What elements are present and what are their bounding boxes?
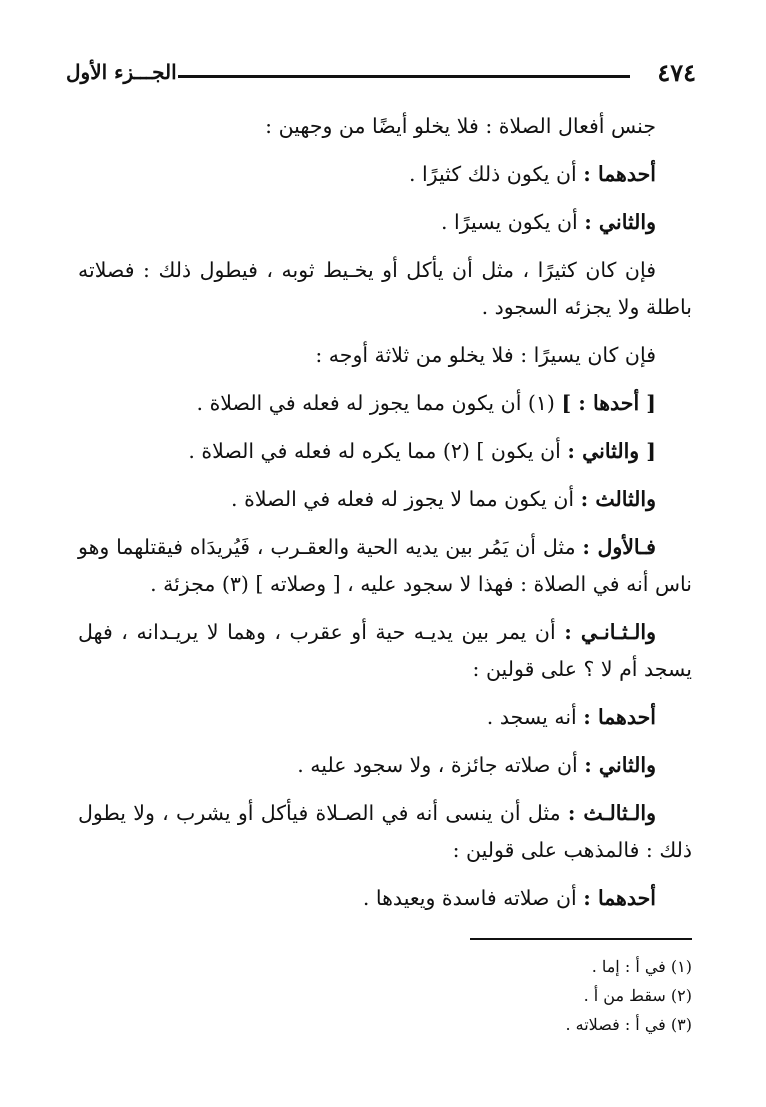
paragraph	[78, 337, 692, 374]
paragraph	[78, 481, 692, 518]
paragraph-text: أن صلاته فاسدة ويعيدها .	[362, 886, 584, 910]
footnote: (٢) سقط من أ .	[583, 986, 692, 1005]
paragraph	[78, 204, 692, 241]
footnote-separator	[470, 938, 692, 940]
paragraph-lead: والـثالـث :	[567, 801, 656, 825]
paragraph-text: فإن كان كثيرًا ، مثل أن يأكل أو يخـيط ثوبه ، فيطول ذلك : فصلاته باطلة ولا يجزئه السجود .	[78, 258, 692, 319]
paragraph	[78, 156, 692, 193]
paragraph-lead: أحدهما :	[583, 886, 656, 910]
paragraph-lead: أحدهما :	[583, 705, 656, 729]
body-text	[78, 108, 692, 928]
paragraph-text: أن يكون ] (٢) مما يكره له فعله في الصلاة .	[188, 439, 568, 463]
paragraph	[78, 529, 692, 603]
paragraph-lead: والـثـانـي :	[564, 620, 656, 644]
page-header	[66, 58, 696, 94]
paragraph-text: مثل أن يَمُر بين يديه الحية والعقـرب ، فَيُريدَاه فيقتلهما وهو ناس أنه في الصلاة : فهذا لا سجود عليه ، [ وصلاته ] (٣) مجزئة .	[78, 535, 692, 596]
paragraph-lead: والثاني :	[584, 753, 656, 777]
paragraph	[78, 433, 692, 470]
footnotes	[292, 952, 692, 1039]
paragraph-text: جنس أفعال الصلاة : فلا يخلو أيضًا من وجهين :	[265, 114, 656, 138]
paragraph-text: أن يكون يسيرًا .	[441, 210, 585, 234]
paragraph	[78, 385, 692, 422]
paragraph	[78, 880, 692, 917]
paragraph-text: فإن كان يسيرًا : فلا يخلو من ثلاثة أوجه :	[315, 343, 656, 367]
paragraph	[78, 795, 692, 869]
paragraph-lead: والثالث :	[580, 487, 656, 511]
paragraph	[78, 747, 692, 784]
paragraph-text: (١) أن يكون مما يجوز له فعله في الصلاة .	[196, 391, 562, 415]
paragraph-text: أنه يسجد .	[486, 705, 584, 729]
paragraph-lead: أحدهما :	[583, 162, 656, 186]
paragraph-lead: [ والثاني :	[567, 439, 656, 463]
paragraph-text: أن صلاته جائزة ، ولا سجود عليه .	[297, 753, 585, 777]
paragraph-lead: والثاني :	[584, 210, 656, 234]
paragraph	[78, 699, 692, 736]
footnote: (٣) في أ : فصلاته .	[565, 1015, 692, 1034]
paragraph-lead: فـالأول :	[582, 535, 656, 559]
header-rule	[178, 75, 630, 78]
page-number: ٤٧٤	[657, 58, 696, 87]
paragraph-lead: [ أحدها : ]	[561, 391, 656, 415]
paragraph-text: أن يكون ذلك كثيرًا .	[408, 162, 584, 186]
paragraph	[78, 252, 692, 326]
running-title: الجـــزء الأول	[66, 60, 177, 84]
paragraph-text: أن يكون مما لا يجوز له فعله في الصلاة .	[231, 487, 581, 511]
paragraph-text: مثل أن ينسى أنه في الصـلاة فيأكل أو يشرب ، ولا يطول ذلك : فالمذهب على قولين :	[78, 801, 692, 862]
paragraph	[78, 614, 692, 688]
paragraph-text: أن يمر بين يديـه حية أو عقرب ، وهما لا يريـدانه ، فهل يسجد أم لا ؟ على قولين :	[78, 620, 692, 681]
paragraph	[78, 108, 692, 145]
footnote: (١) في أ : إما .	[591, 957, 692, 976]
